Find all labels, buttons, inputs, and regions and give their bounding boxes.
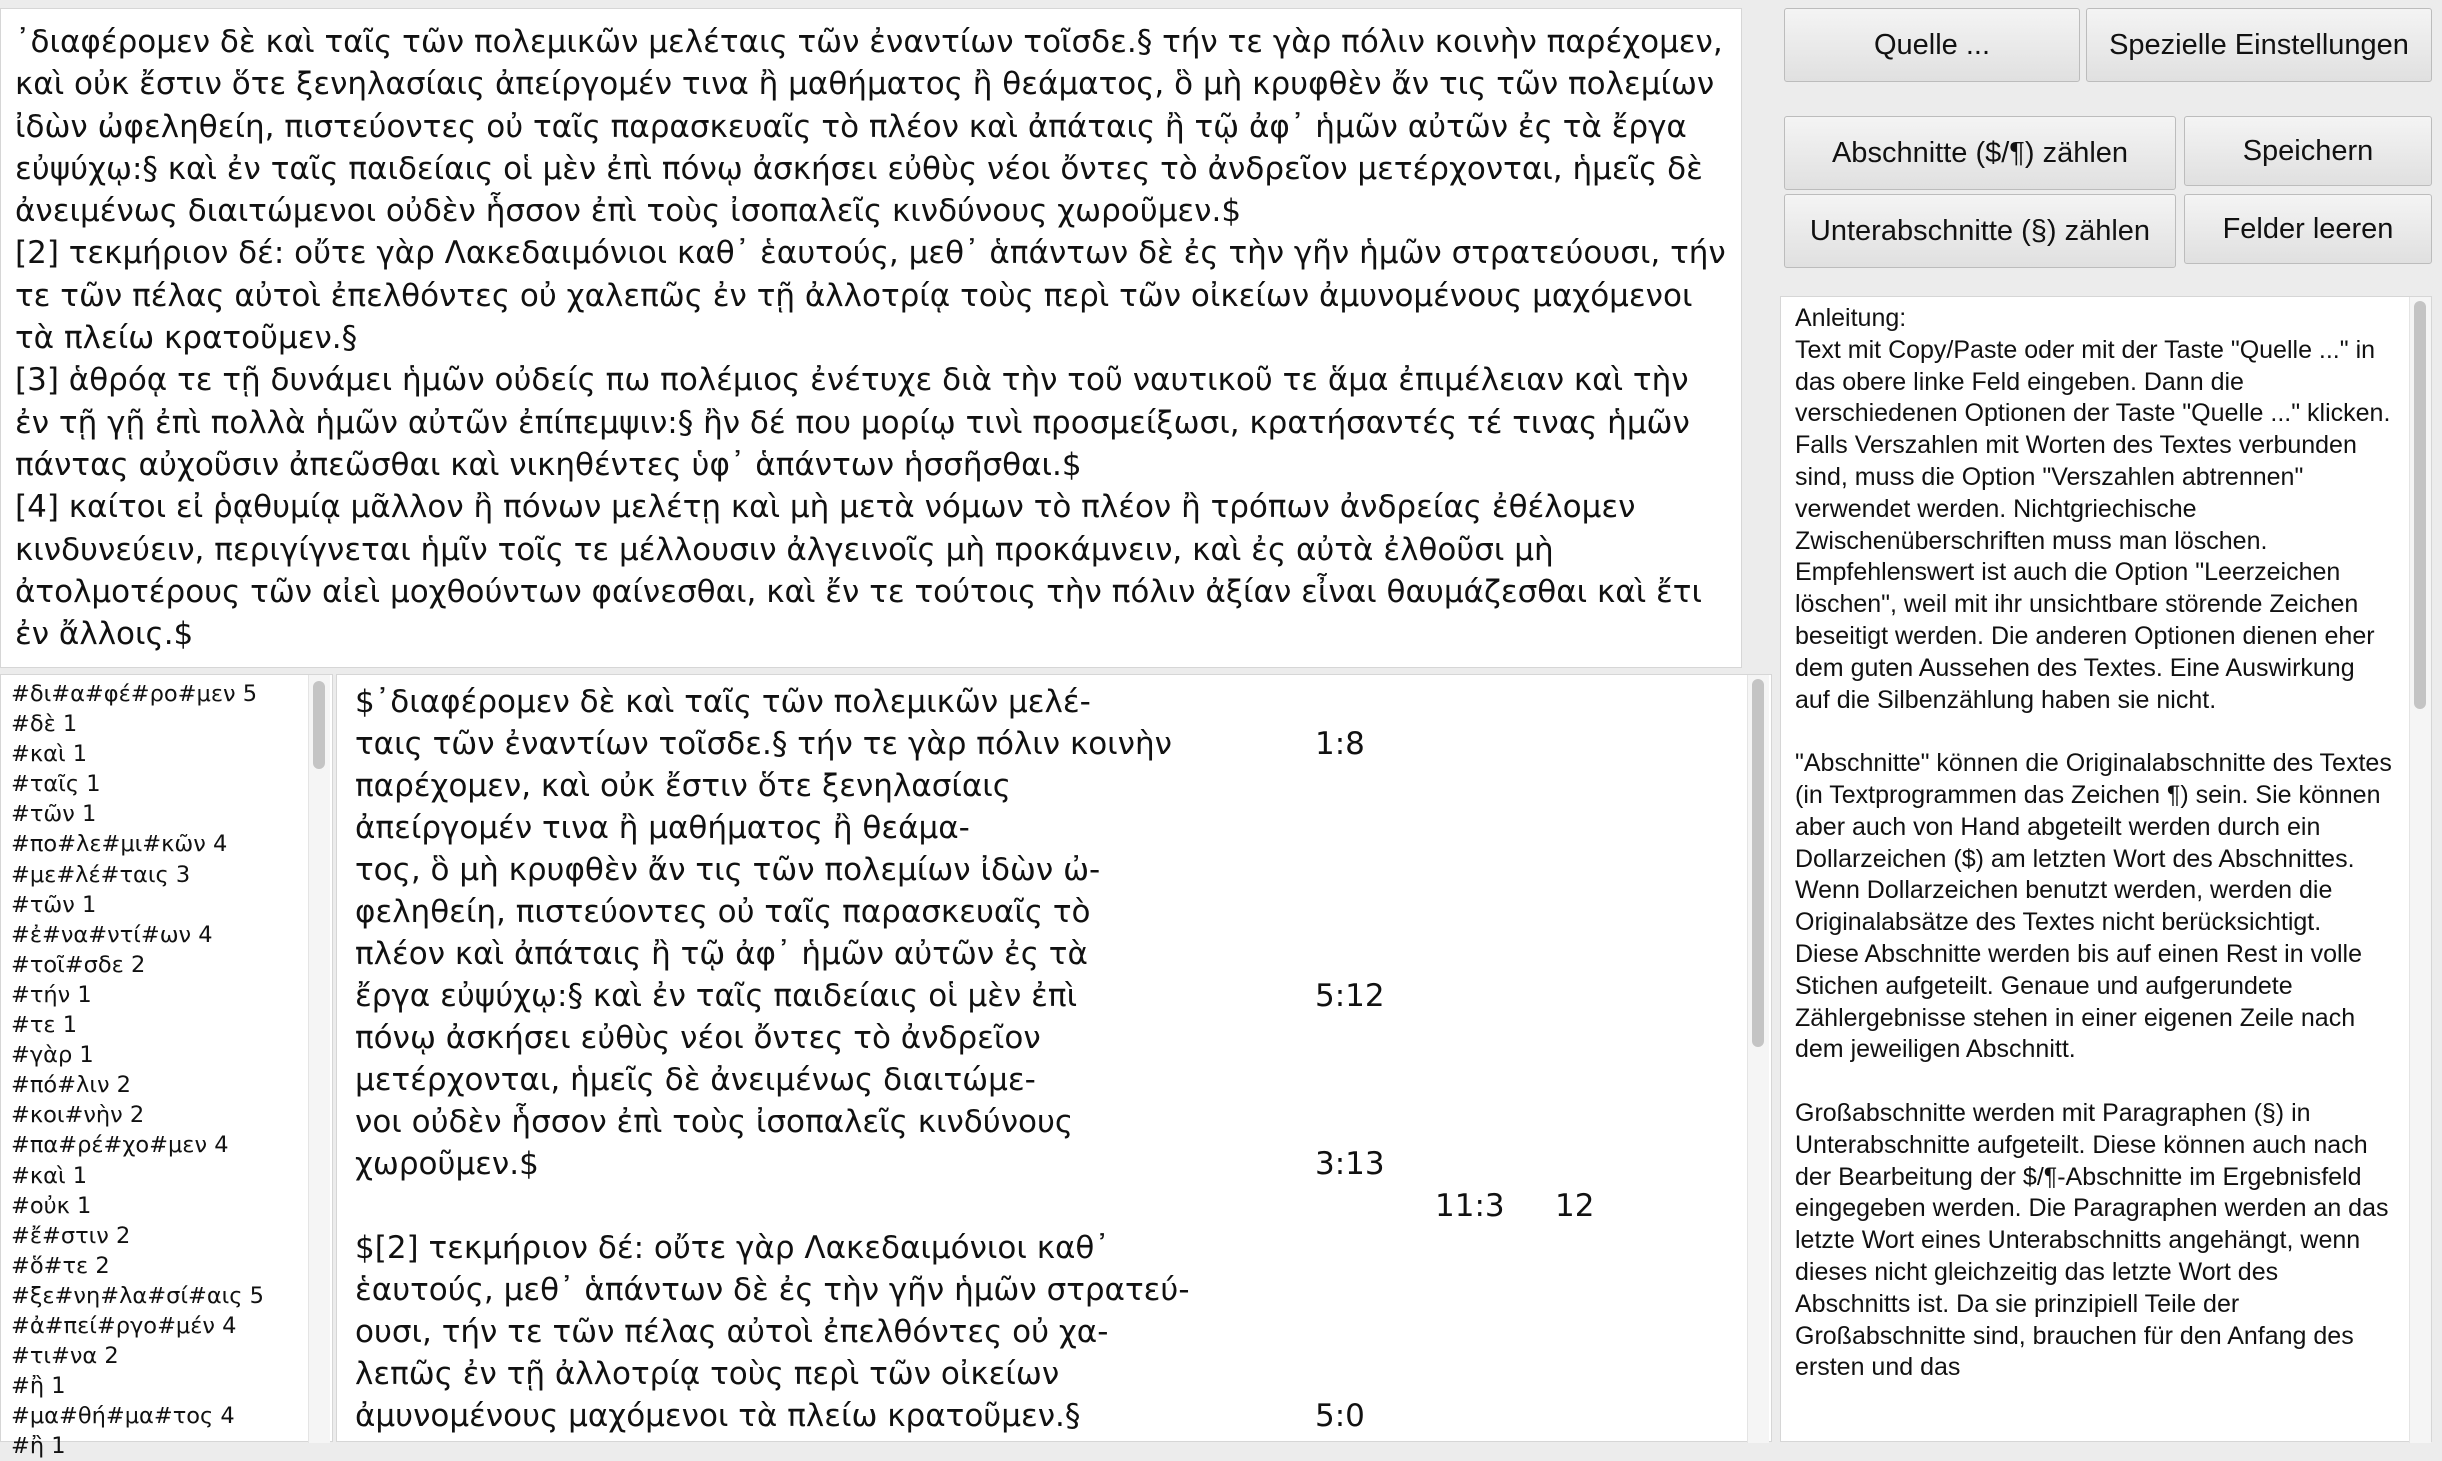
word-list-item: #τῶν 1	[11, 891, 97, 918]
result-line-text: ἀπείργομέν τινα ἢ μαθήματος ἢ θεάμα-	[355, 810, 970, 846]
word-list-item: #ἀ#πεί#ργο#μέν 4	[11, 1312, 237, 1339]
section-total: 11:3	[1435, 1188, 1505, 1224]
word-list-item: #τι#να 2	[11, 1343, 119, 1370]
source-text[interactable]: ᾿διαφέρομεν δὲ καὶ ταῖς τῶν πολεμικῶν μελέταις τῶν ἐναντίων τοῖσδε.§ τήν τε γὰρ πόλιν κοινὴν παρέχομεν, καὶ οὐκ ἔστιν ὅτε ξενηλασίαις ἀπείργομέν τινα ἢ μαθήματος ἢ θεάματος, ὃ μὴ κρυφθὲν ἄν τις τῶν πολεμίων ἰδὼν ὠφεληθείη, πιστεύοντες οὐ ταῖς παρασκευαῖς τὸ πλέον καὶ ἀπάταις ἢ τῷ ἀφ᾽ ἡμῶν αὐτῶν ἐς τὰ ἔργα εὐψύχῳ:§ καὶ ἐν ταῖς παιδείαις οἱ μὲν ἐπὶ πόνῳ ἀσκήσει εὐθὺς νέοι ὄντες τὸ ἀνδρεῖον μετέρχονται, ἡμεῖς δὲ ἀνειμένως διαιτώμενοι οὐδὲν ἧσσον ἐπὶ τοὺς ἰσοπαλεῖς κινδύνους χωροῦμεν.$ [2] τεκμήριον δέ: οὔτε γὰρ Λακεδαιμόνιοι καθ᾽ ἑαυτούς, μεθ᾽ ἁπάντων δὲ ἐς τὴν γῆν ἡμῶν στρατεύουσι, τήν τε τῶν πέλας αὐτοὶ ἐπελθόντες οὐ χαλεπῶς ἐν τῇ ἀλλοτρίᾳ τοὺς περὶ τῶν οἰκείων ἀμυνομένους μαχόμενοι τὰ πλείω κρατοῦμεν.§ [3] ἁθρόᾳ τε τῇ δυνάμει ἡμῶν οὐδείς πω πολέμιος ἐνέτυχε διὰ τὴν τοῦ ναυτικοῦ τε ἅμα ἐπιμέλειαν καὶ τὴν ἐν τῇ γῇ ἐπὶ πολλὰ ἡμῶν αὐτῶν ἐπίπεμψιν:§ ἢν δέ που μορίῳ τινὶ προσμείξωσι, κρατήσαντές τέ τινας ἡμῶν πάντας αὐχοῦσιν ἀπεῶσθαι καὶ νικηθέντες ὑφ᾽ ἁπάντων ἡσσῆσθαι.$ [4] καίτοι εἰ ῥᾳθυμίᾳ μᾶλλον ἢ πόνων μελέτῃ καὶ μὴ μετὰ νόμων τὸ πλέον ἢ τρόπων ἀνδρείας ἐθέλομεν κινδυνεύειν, περιγίγνεται ἡμῖν τοῖς τε μέλλουσιν ἀλγεινοῖς μὴ προκάμνειν, καὶ ἐς αὐτὰ ἐλθοῦσι μὴ ἀτολμοτέρους τῶν αἰεὶ μοχθούντων φαίνεσθαι, καὶ ἔν τε τούτοις τὴν πόλιν ἀξίαν εἶναι θαυμάζεσθαι καὶ ἔτι ἐν ἄλλοις.$	[15, 24, 1726, 653]
word-list-item: #ὅ#τε 2	[11, 1252, 110, 1279]
source-text-area[interactable]	[0, 8, 1742, 668]
result-line	[355, 1227, 1735, 1269]
special-settings-button[interactable]: Spezielle Einstellungen	[2086, 8, 2432, 82]
result-scroll-thumb[interactable]	[1752, 679, 1764, 1047]
word-list-item: #ἢ 1	[11, 1373, 66, 1400]
result-line-text: νοι οὐδὲν ἧσσον ἐπὶ τοὺς ἰσοπαλεῖς κινδύνους	[355, 1104, 1074, 1140]
count-sections-button[interactable]: Abschnitte ($/¶) zählen	[1784, 116, 2176, 190]
result-text-area[interactable]	[336, 674, 1772, 1442]
clear-fields-button[interactable]: Felder leeren	[2184, 194, 2432, 264]
result-line-text: $᾿διαφέρομεν δὲ καὶ ταῖς τῶν πολεμικῶν μελέ-	[355, 684, 1091, 720]
word-list-item: #ἔ#στιν 2	[11, 1222, 131, 1249]
result-line	[355, 1185, 1735, 1227]
word-list-item: #τῶν 1	[11, 801, 97, 828]
result-scrollbar[interactable]	[1747, 675, 1769, 1443]
help-text: Anleitung: Text mit Copy/Paste oder mit der Taste "Quelle ..." in das obere linke Feld eingeben. Dann die verschiedenen Optionen der Taste "Quelle ..." klicken. Falls Verszahlen mit Worten des Textes verbunden sind, muss die Option "Verszahlen abtrennen" verwendet werden. Nichtgriechische Zwischenüberschriften muss man löschen. Empfehlenswert ist auch die Option "Leerzeichen löschen", weil mit ihr unsichtbare störende Zeichen beseitigt werden. Die anderen Optionen dienen eher dem guten Aussehen des Textes. Eine Auswirkung auf die Silbenzählung haben sie nicht. "Abschnitte" können die Originalabschnitte des Textes (in Textprogrammen das Zeichen ¶) sein. Sie können aber auch von Hand abgeteilt werden durch ein Dollarzeichen ($) am letzten Wort des Abschnittes. Wenn Dollarzeichen benutzt werden, werden die Originalabsätze des Textes nicht berücksichtigt. Diese Abschnitte werden bis auf einen Rest in volle Stichen aufgeteilt. Genaue und aufgerundete Zählergebnisse stehen in einer eigenen Zeile nach dem jeweiligen Abschnitt. Großabschnitte werden mit Paragraphen (§) in Unterabschnitte aufgeteilt. Diese können auch nach der Bearbeitung der $/¶-Abschnitte im Ergebnisfeld eingegeben werden. Die Paragraphen werden an das letzte Wort eines Unterabschnitts angehängt, wenn dieses nicht gleichzeitig das letzte Wort des Abschnitts ist. Da sie prinzipiell Teile der Großabschnitte sind, brauchen für den Anfang des ersten und das	[1795, 304, 2392, 1382]
result-line	[355, 1143, 1735, 1185]
syllable-word-list[interactable]	[0, 674, 333, 1460]
result-line-text: ἑαυτούς, μεθ᾽ ἁπάντων δὲ ἐς τὴν γῆν ἡμῶν στρατεύ-	[355, 1272, 1190, 1308]
result-line	[355, 1395, 1735, 1437]
line-count: 5:12	[1315, 978, 1385, 1014]
word-list-item: #τοῖ#σδε 2	[11, 951, 146, 978]
result-line	[355, 975, 1735, 1017]
result-line-text: λεπῶς ἐν τῇ ἀλλοτρίᾳ τοὺς περὶ τῶν οἰκείων	[355, 1356, 1060, 1392]
word-list-item: #πα#ρέ#χο#μεν 4	[11, 1132, 229, 1159]
result-line	[355, 807, 1735, 849]
help-scrollbar[interactable]	[2409, 297, 2431, 1443]
result-line	[355, 765, 1735, 807]
line-count: 1:8	[1315, 726, 1365, 762]
word-list-item: #δι#α#φέ#ρο#μεν 5	[11, 681, 258, 707]
word-list-item: #πό#λιν 2	[11, 1072, 131, 1099]
word-list-item: #μα#θή#μα#τος 4	[11, 1403, 235, 1430]
result-lines	[355, 681, 1735, 1437]
result-line-text: ταις τῶν ἐναντίων τοῖσδε.§ τήν τε γὰρ πόλιν κοινὴν	[355, 726, 1172, 762]
word-list-item: #ἐ#να#ντί#ων 4	[11, 921, 213, 948]
result-line-text: πλέον καὶ ἀπάταις ἢ τῷ ἀφ᾽ ἡμῶν αὐτῶν ἐς τὰ	[355, 936, 1088, 972]
help-text-area[interactable]	[1780, 296, 2432, 1442]
word-list-item: #καὶ 1	[11, 1162, 88, 1189]
result-line	[355, 1017, 1735, 1059]
result-line	[355, 849, 1735, 891]
word-list-item: #καὶ 1	[11, 741, 88, 768]
word-list-item: #πο#λε#μι#κῶν 4	[11, 831, 228, 858]
result-line	[355, 1101, 1735, 1143]
word-list-item: #τε 1	[11, 1012, 78, 1039]
result-line-text: ἀμυνομένους μαχόμενοι τὰ πλείω κρατοῦμεν.§	[355, 1398, 1081, 1434]
word-list-scroll-thumb[interactable]	[313, 681, 325, 769]
help-scroll-thumb[interactable]	[2414, 301, 2426, 709]
word-list-item: #ἢ 1	[11, 1433, 66, 1460]
result-line-text: μετέρχονται, ἡμεῖς δὲ ἀνειμένως διαιτώμε-	[355, 1062, 1036, 1098]
word-list-item: #κοι#νὴν 2	[11, 1102, 145, 1129]
word-list-item: #ταῖς 1	[11, 771, 101, 798]
result-line	[355, 1059, 1735, 1101]
result-line-text: φεληθείη, πιστεύοντες οὐ ταῖς παρασκευαῖς τὸ	[355, 894, 1091, 930]
result-line-text: $[2] τεκμήριον δέ: οὔτε γὰρ Λακεδαιμόνιοι καθ᾽	[355, 1230, 1110, 1266]
result-line-text: τος, ὃ μὴ κρυφθὲν ἄν τις τῶν πολεμίων ἰδὼν ὠ-	[355, 852, 1101, 888]
result-line-text: πόνῳ ἀσκήσει εὐθὺς νέοι ὄντες τὸ ἀνδρεῖον	[355, 1020, 1041, 1056]
line-count: 3:13	[1315, 1146, 1385, 1182]
word-list-item: #οὐκ 1	[11, 1192, 92, 1219]
word-list-content	[1, 675, 332, 1461]
result-line	[355, 681, 1735, 723]
result-line-text: χωροῦμεν.$	[355, 1146, 539, 1182]
result-line	[355, 933, 1735, 975]
source-button[interactable]: Quelle ...	[1784, 8, 2080, 82]
word-list-item: #ξε#νη#λα#σί#αις 5	[11, 1282, 264, 1309]
word-list-item: #με#λέ#ταις 3	[11, 861, 191, 888]
count-subsections-button[interactable]: Unterabschnitte (§) zählen	[1784, 194, 2176, 268]
result-line-text: παρέχομεν, καὶ οὐκ ἔστιν ὅτε ξενηλασίαις	[355, 768, 1011, 804]
save-button[interactable]: Speichern	[2184, 116, 2432, 186]
section-total-rounded: 12	[1555, 1188, 1595, 1224]
result-line	[355, 1269, 1735, 1311]
line-count: 5:0	[1315, 1398, 1365, 1434]
result-line	[355, 723, 1735, 765]
word-list-item: #δὲ 1	[11, 711, 78, 738]
result-line	[355, 1311, 1735, 1353]
result-line-text: ουσι, τήν τε τῶν πέλας αὐτοὶ ἐπελθόντες οὐ χα-	[355, 1314, 1109, 1350]
result-line	[355, 891, 1735, 933]
word-list-scrollbar[interactable]	[308, 675, 330, 1443]
word-list-item: #τήν 1	[11, 981, 92, 1008]
result-line	[355, 1353, 1735, 1395]
word-list-item: #γὰρ 1	[11, 1042, 94, 1069]
result-line-text: ἔργα εὐψύχῳ:§ καὶ ἐν ταῖς παιδείαις οἱ μὲν ἐπὶ	[355, 978, 1078, 1014]
